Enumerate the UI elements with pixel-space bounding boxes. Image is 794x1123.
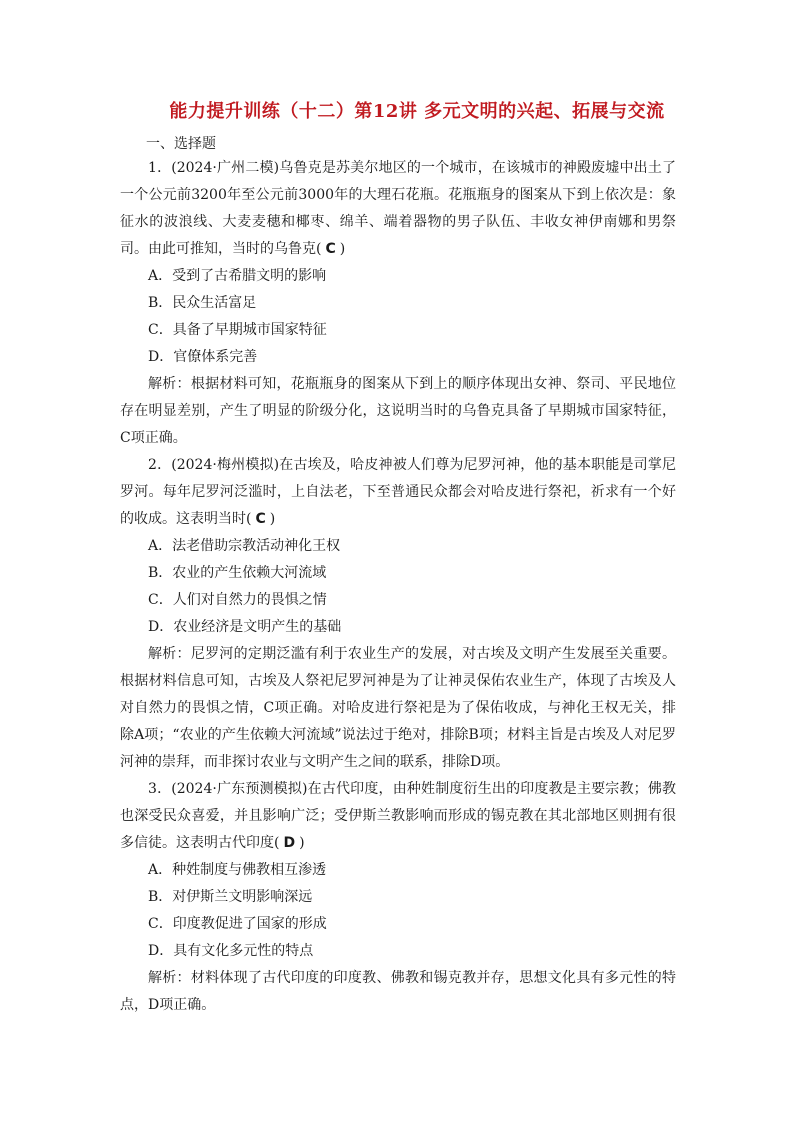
option-b: B．对伊斯兰文明影响深远 <box>148 889 313 905</box>
question-stem: 2．(2024·梅州模拟)在古埃及，哈皮神被人们尊为尼罗河神，他的基本职能是司掌尼罗河。每年尼罗河泛滥时，上自法老，下至普通民众都会对哈皮进行祭祀，祈求有一个好的收成。这表明当时( C ) <box>120 457 676 527</box>
option-d: D．官僚体系完善 <box>148 349 258 365</box>
question-list <box>120 155 676 1019</box>
answer-letter: D <box>283 835 296 851</box>
option-d: D．具有文化多元性的特点 <box>148 943 314 959</box>
option-d: D．农业经济是文明产生的基础 <box>148 619 342 635</box>
option-b: B．农业的产生依赖大河流域 <box>148 565 327 581</box>
answer-letter: C <box>255 511 266 527</box>
option-c: C．具备了早期城市国家特征 <box>148 322 327 338</box>
question-stem: 3．(2024·广东预测模拟)在古代印度，由种姓制度衍生出的印度教是主要宗教；佛教也深受民众喜爱，并且影响广泛；受伊斯兰教影响而形成的锡克教在其北部地区则拥有很多信徒。这表明古代印度( D ) <box>120 781 676 851</box>
option-a: A．种姓制度与佛教相互渗透 <box>148 862 327 878</box>
analysis-text: 解析：根据材料可知，花瓶瓶身的图案从下到上的顺序体现出女神、祭司、平民地位存在明显差别，产生了明显的阶级分化，这说明当时的乌鲁克具备了早期城市国家特征，C项正确。 <box>120 376 676 446</box>
option-c: C．人们对自然力的畏惧之情 <box>148 592 327 608</box>
answer-letter: C <box>325 241 336 257</box>
question-stem: 1．(2024·广州二模)乌鲁克是苏美尔地区的一个城市，在该城市的神殿废墟中出土了一个公元前3200年至公元前3000年的大理石花瓶。花瓶瓶身的图案从下到上依次是：象征水的波浪线、大麦麦穗和椰枣、绵羊、端着器物的男子队伍、丰收女神伊南娜和男祭司。由此可推知，当时的乌鲁克( C ) <box>120 160 676 257</box>
option-a: A．受到了古希腊文明的影响 <box>148 268 327 284</box>
section-heading: 一、选择题 <box>146 136 216 152</box>
option-a: A．法老借助宗教活动神化王权 <box>148 538 341 554</box>
analysis-text: 解析：尼罗河的定期泛滥有利于农业生产的发展，对古埃及文明产生发展至关重要。根据材料信息可知，古埃及人祭祀尼罗河神是为了让神灵保佑农业生产，体现了古埃及人对自然力的畏惧之情，C项正确。对哈皮进行祭祀是为了保佑收成，与神化王权无关，排除A项；“农业的产生依赖大河流域”说法过于绝对，排除B项；材料主旨是古埃及人对尼罗河神的崇拜，而非探讨农业与文明产生之间的联系，排除D项。 <box>120 646 676 770</box>
option-c: C．印度教促进了国家的形成 <box>148 916 327 932</box>
page-title: 能力提升训练（十二）第12讲 多元文明的兴起、拓展与交流 <box>169 101 665 122</box>
option-b: B．民众生活富足 <box>148 295 257 311</box>
analysis-text: 解析：材料体现了古代印度的印度教、佛教和锡克教并存，思想文化具有多元性的特点，D项正确。 <box>120 970 676 1013</box>
